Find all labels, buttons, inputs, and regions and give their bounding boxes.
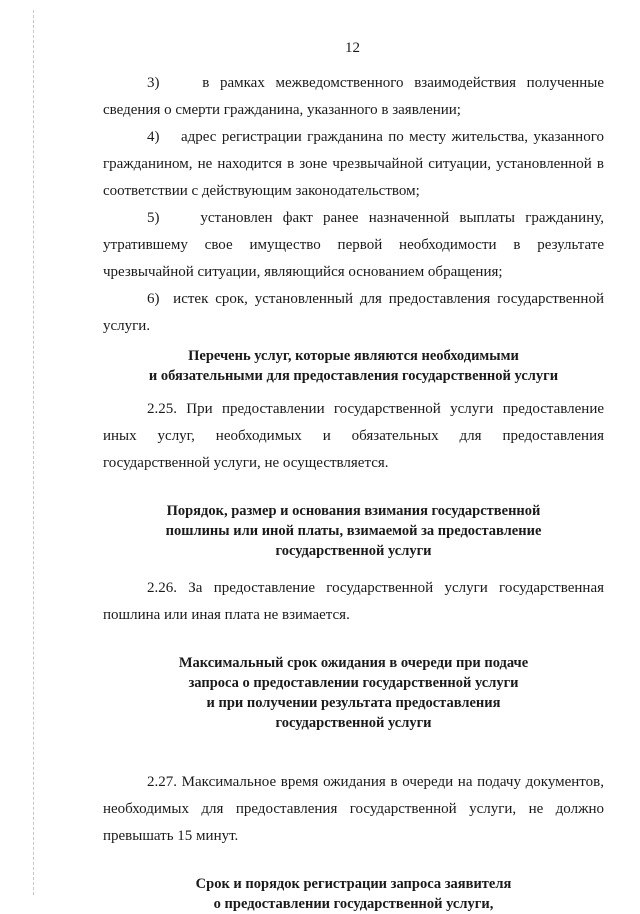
list-item-4: 4) адрес регистрации гражданина по месту жительства, указанного гражданином, не находится в зоне чрезвычайной ситуации, установленной в соответствии с действующим законодательством; bbox=[103, 129, 604, 199]
paragraph-2-26: 2.26. За предоставление государственной услуги государственная пошлина или иная плата не взимается. bbox=[103, 580, 604, 623]
heading-line: запроса о предоставлении государственной услуги bbox=[188, 675, 519, 691]
paragraph-2-25: 2.25. При предоставлении государственной услуги предоставление иных услуг, необходимых и обязательных для предоставления государственной услуги, не осуществляется. bbox=[103, 401, 604, 471]
section-heading-queue-time bbox=[103, 653, 604, 733]
page-body bbox=[103, 70, 604, 914]
heading-line: Порядок, размер и основания взимания государственной bbox=[166, 503, 541, 519]
heading-line: о предоставлении государственной услуги, bbox=[213, 896, 494, 912]
paragraph-2-27: 2.27. Максимальное время ожидания в очереди на подачу документов, необходимых для предоставления государственной услуги, не должно превышать 15 минут. bbox=[103, 774, 604, 844]
page-number: 12 bbox=[345, 40, 360, 56]
list-item-6: 6) истек срок, установленный для предоставления государственной услуги. bbox=[103, 291, 604, 334]
section-heading-registration bbox=[103, 874, 604, 914]
heading-line: Максимальный срок ожидания в очереди при подаче bbox=[178, 655, 529, 671]
section-heading-state-fee bbox=[103, 501, 604, 561]
heading-line: и обязательными для предоставления государственной услуги bbox=[148, 368, 559, 384]
heading-line: и при получении результата предоставления bbox=[206, 695, 501, 711]
section-heading-required-services bbox=[103, 346, 604, 386]
heading-line: Срок и порядок регистрации запроса заявителя bbox=[195, 876, 512, 892]
heading-line: Перечень услуг, которые являются необходимыми bbox=[188, 348, 519, 364]
binding-margin-line bbox=[33, 10, 34, 895]
heading-line: государственной услуги bbox=[275, 543, 432, 559]
list-item-5: 5) установлен факт ранее назначенной выплаты гражданину, утратившему свое имущество первой необходимости в результате чрезвычайной ситуации, являющийся основанием обращения; bbox=[103, 210, 604, 280]
heading-line: пошлины или иной платы, взимаемой за предоставление bbox=[165, 523, 542, 539]
heading-line: государственной услуги bbox=[275, 715, 432, 731]
list-item-3: 3) в рамках межведомственного взаимодействия полученные сведения о смерти гражданина, указанного в заявлении; bbox=[103, 75, 604, 118]
